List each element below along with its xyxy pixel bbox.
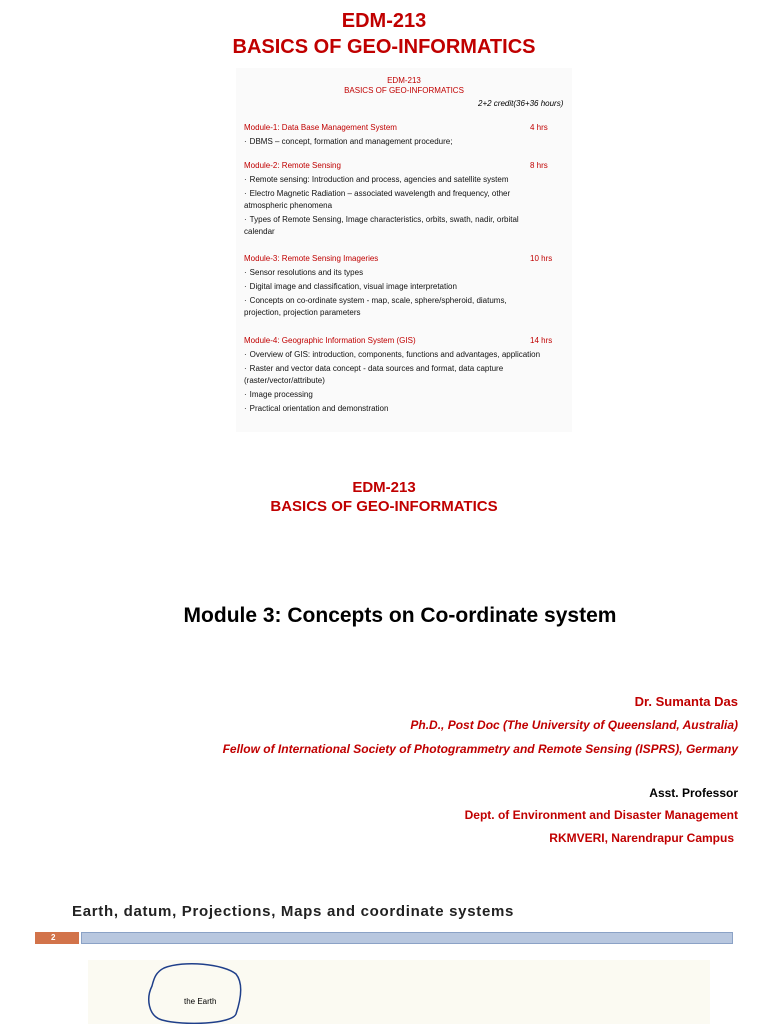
module-title: Module-1: Data Base Management System [244,123,397,132]
module-bullet: · Raster and vector data concept - data sources and format, data capture (raster/vector/attribute) [244,363,554,387]
syllabus-module-1 [244,122,554,148]
syllabus-image [236,68,572,432]
author-institution: RKMVERI, Narendrapur Campus [549,831,734,845]
syllabus-module-3 [244,253,554,319]
syllabus-course-name: BASICS OF GEO-INFORMATICS [344,86,464,95]
module-bullet: · Electro Magnetic Radiation – associated wavelength and frequency, other atmospheric phenomena [244,188,554,212]
module-bullet: · Overview of GIS: introduction, components, functions and advantages, application [244,349,554,361]
author-position: Asst. Professor [649,786,738,800]
title-underline-bar [81,932,733,944]
module-hours: 4 hrs [530,123,548,132]
module-bullet: · Digital image and classification, visual image interpretation [244,281,554,293]
page-number-badge: 2 [35,932,79,944]
slide1-course-code: EDM-213 [341,10,427,32]
slide2-course-code: EDM-213 [352,479,416,496]
syllabus-module-4 [244,335,554,415]
module-title: Module-2: Remote Sensing [244,161,341,170]
module-hours: 10 hrs [530,254,553,263]
syllabus-header [236,76,572,96]
slide3-title: Earth, datum, Projections, Maps and coordinate systems [72,903,515,920]
author-department: Dept. of Environment and Disaster Management [464,808,738,822]
slide2-course-name: BASICS OF GEO-INFORMATICS [270,498,498,515]
earth-label: the Earth [184,997,217,1006]
module-bullet: · Remote sensing: Introduction and process, agencies and satellite system [244,174,554,186]
module-bullet: · Sensor resolutions and its types [244,267,554,279]
earth-outline-shape [144,962,244,1024]
author-name: Dr. Sumanta Das [634,694,738,709]
module-title: Module-3: Remote Sensing Imageries [244,254,379,263]
author-fellowship: Fellow of International Society of Photogrammetry and Remote Sensing (ISPRS), Germany [222,742,738,756]
slide1-title [0,8,768,60]
module-bullet: · Concepts on co-ordinate system - map, scale, sphere/spheroid, diatums, projection, projection parameters [244,295,554,319]
module-title-heading: Module 3: Concepts on Co-ordinate system [183,604,617,627]
syllabus-course-code: EDM-213 [387,76,421,85]
module-title: Module-4: Geographic Information System (GIS) [244,336,416,345]
syllabus-module-2 [244,160,554,238]
syllabus-credit: 2+2 credit(36+36 hours) [478,99,564,108]
slide1-course-name: BASICS OF GEO-INFORMATICS [232,36,536,58]
module-bullet: · DBMS – concept, formation and management procedure; [244,136,554,148]
module-bullet: · Types of Remote Sensing, Image characteristics, orbits, swath, nadir, orbital calendar [244,214,554,238]
module-hours: 8 hrs [530,161,548,170]
module-bullet: · Image processing [244,389,554,401]
author-degree: Ph.D., Post Doc (The University of Queensland, Australia) [410,718,738,732]
module-hours: 14 hrs [530,336,553,345]
slide2-title [0,478,768,516]
module-bullet: · Practical orientation and demonstration [244,403,554,415]
